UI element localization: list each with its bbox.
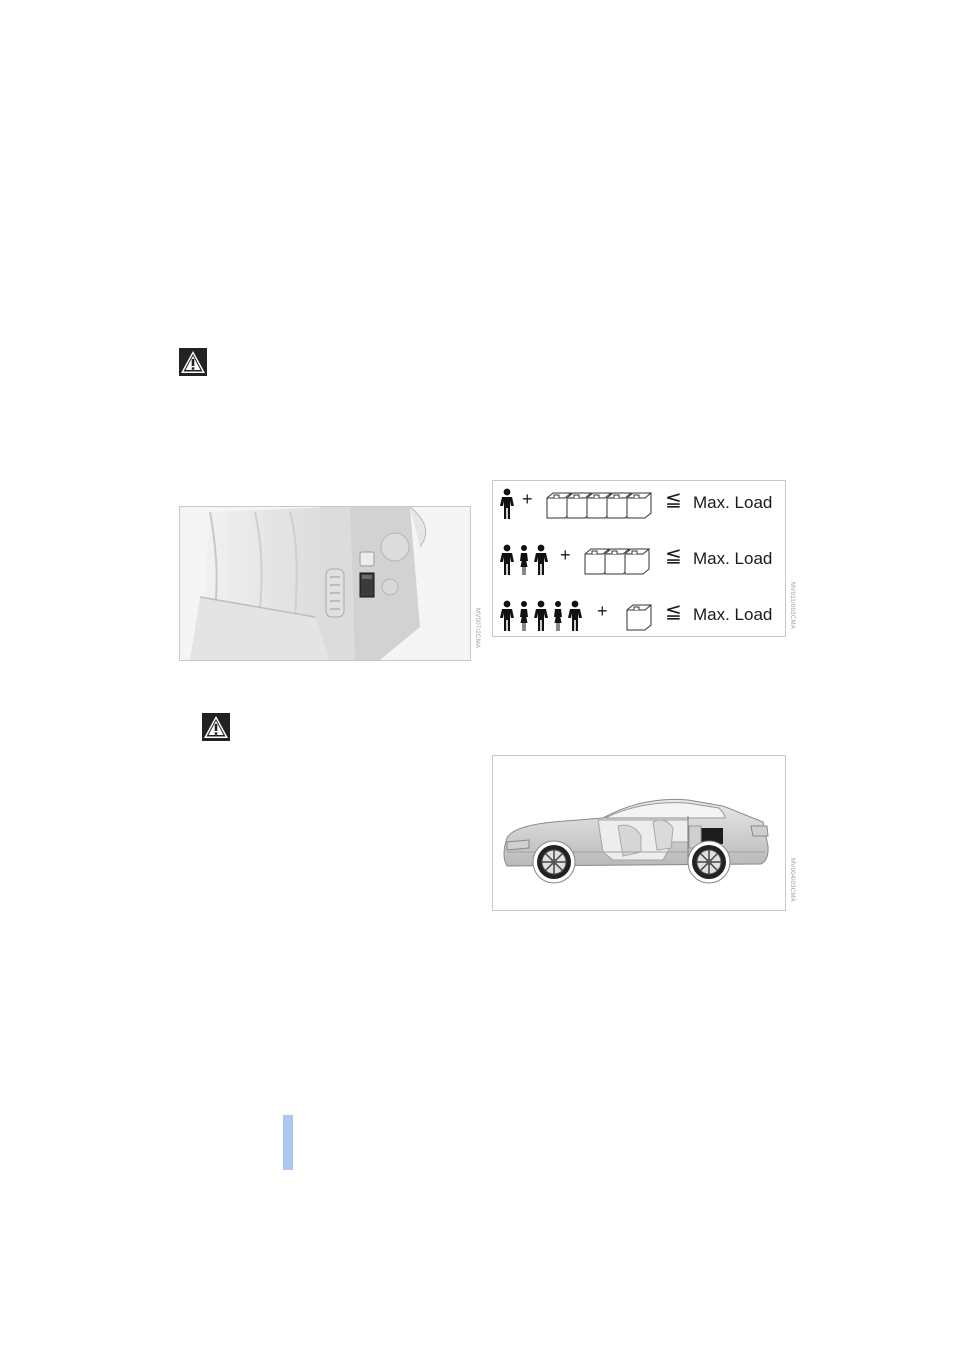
max-load-label: Max. Load — [693, 605, 773, 624]
warning-triangle-icon — [179, 348, 207, 376]
person-icon — [499, 544, 549, 576]
figure-code: MV011/002CMA — [789, 582, 795, 630]
luggage-icon — [625, 601, 657, 631]
page-accent-bar — [283, 1115, 293, 1170]
max-load-label: Max. Load — [693, 549, 773, 568]
warning-triangle-icon — [202, 713, 230, 741]
car-side-illustration — [492, 755, 786, 911]
seat-illustration — [180, 507, 470, 660]
person-icon — [499, 488, 515, 520]
plus-sign: + — [597, 601, 608, 621]
less-or-equal-sign: ≦ — [665, 489, 682, 511]
seat-switch-illustration — [179, 506, 471, 661]
figure-code: MV007/2CMA — [474, 608, 480, 649]
car-illustration — [493, 756, 785, 910]
figure-code: MV004/03CMA — [789, 858, 795, 902]
luggage-icon — [583, 545, 655, 575]
luggage-icon — [545, 489, 657, 519]
less-or-equal-sign: ≦ — [665, 545, 682, 567]
max-load-label: Max. Load — [693, 493, 773, 512]
person-icon — [499, 600, 583, 632]
plus-sign: + — [560, 545, 571, 565]
load-row-3 — [493, 595, 785, 635]
load-diagram — [492, 480, 786, 637]
load-row-1 — [493, 483, 785, 523]
load-row-2 — [493, 539, 785, 579]
less-or-equal-sign: ≦ — [665, 601, 682, 623]
plus-sign: + — [522, 489, 533, 509]
